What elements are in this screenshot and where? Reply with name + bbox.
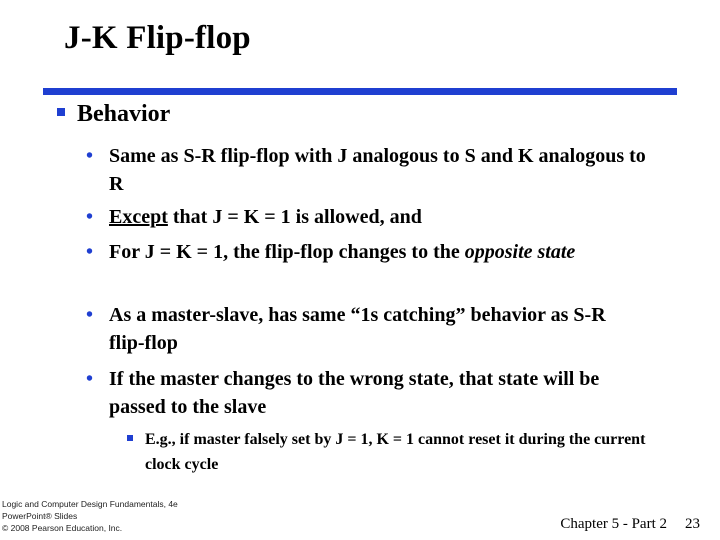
slides-label: PowerPoint® Slides: [2, 511, 78, 521]
square-bullet-icon: [127, 435, 133, 441]
bullet-text: [109, 203, 646, 231]
bullet-text-rest: that J = K = 1 is allowed, and: [167, 206, 422, 228]
heading-text: Behavior: [77, 101, 171, 127]
bullet-item: [86, 238, 646, 266]
sub-bullet-text: E.g., if master falsely set by J = 1, K = 1 cannot reset it during the current clock cycle: [145, 431, 646, 473]
chapter-label: Chapter 5 - Part 2: [560, 516, 667, 532]
bullet-item: [86, 301, 646, 357]
slide-title: J-K Flip-flop: [64, 20, 251, 56]
heading-behavior: [57, 101, 170, 128]
dot-bullet-icon: •: [86, 206, 94, 228]
square-bullet-icon: [57, 108, 65, 116]
bullet-text: Same as S-R flip-flop with J analogous to S and K analogous to R: [109, 145, 646, 195]
bullet-item: [86, 203, 646, 231]
bullet-item: [86, 365, 646, 421]
italic-text: opposite state: [464, 241, 576, 263]
book-title: Logic and Computer Design Fundamentals, 4e: [2, 499, 178, 509]
dot-bullet-icon: •: [86, 304, 94, 326]
dot-bullet-icon: •: [86, 368, 94, 390]
bullet-text: [109, 238, 646, 266]
bullet-item: [86, 142, 646, 198]
sub-bullet-item: [127, 427, 647, 477]
bullet-text: If the master changes to the wrong state, that state will be passed to the slave: [109, 368, 600, 418]
dot-bullet-icon: •: [86, 241, 94, 263]
title-divider: [43, 88, 677, 95]
bullet-text-start: For J = K = 1, the flip-flop changes to the: [109, 241, 465, 263]
bullet-text: As a master-slave, has same “1s catching” behavior as S-R flip-flop: [109, 304, 606, 354]
publisher-credit: [2, 498, 178, 534]
slide-footer: [560, 516, 700, 533]
page-number: 23: [685, 516, 700, 532]
copyright: © 2008 Pearson Education, Inc.: [2, 523, 123, 533]
underlined-text: Except: [109, 206, 168, 228]
dot-bullet-icon: •: [86, 145, 94, 167]
